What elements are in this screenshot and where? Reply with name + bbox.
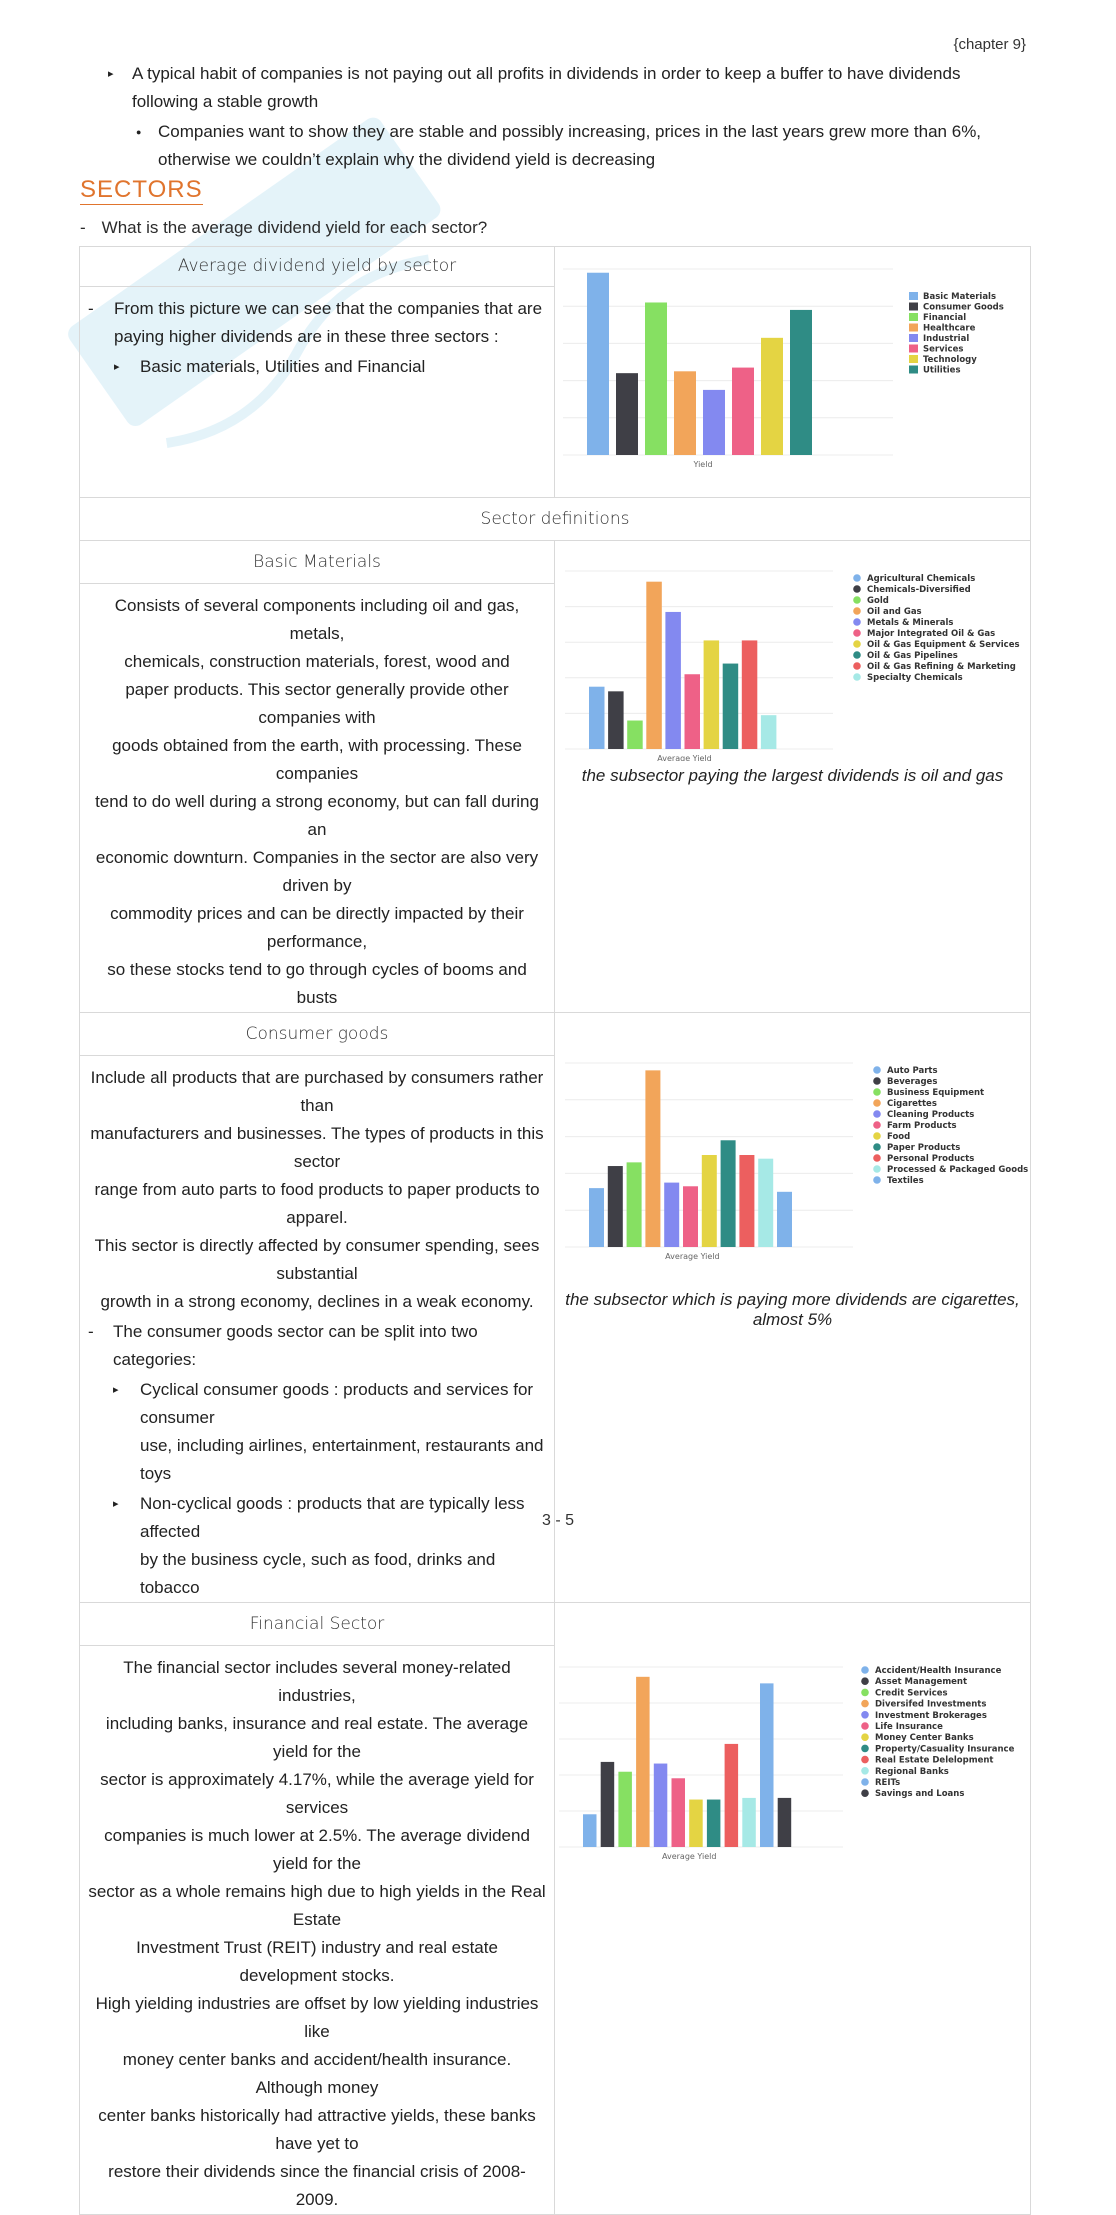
legend-swatch bbox=[853, 629, 861, 637]
chart-bar bbox=[689, 1800, 703, 1847]
legend-label: Major Integrated Oil & Gas bbox=[867, 629, 996, 639]
legend-label: Consumer Goods bbox=[923, 302, 1004, 313]
legend-swatch bbox=[909, 355, 918, 363]
basic-line: Consists of several components including oil and gas, metals, bbox=[114, 596, 520, 643]
legend-swatch bbox=[861, 1767, 869, 1775]
legend-swatch bbox=[873, 1099, 881, 1107]
consumer-caption: the subsector which is paying more dividends are cigarettes, almost 5% bbox=[565, 1290, 1020, 1329]
legend-swatch bbox=[861, 1778, 869, 1786]
x-axis-label: Yield bbox=[693, 460, 713, 469]
chart-bar bbox=[725, 1744, 739, 1847]
legend-label: Beverages bbox=[887, 1077, 938, 1087]
chart-bar bbox=[761, 338, 783, 455]
financial-line: The financial sector includes several money-related industries, bbox=[123, 1658, 511, 1705]
legend-label: Industrial bbox=[923, 334, 970, 344]
legend-swatch bbox=[909, 303, 918, 311]
legend-swatch bbox=[909, 366, 918, 374]
chart-bar bbox=[685, 674, 701, 749]
basic-caption: the subsector paying the largest dividends is oil and gas bbox=[581, 766, 1004, 785]
definitions-cell bbox=[80, 498, 1031, 541]
basic-chart-cell bbox=[555, 541, 1031, 1013]
chart-bar bbox=[703, 390, 725, 455]
basic-line: tend to do well during a strong economy, but can fall during an bbox=[95, 792, 539, 839]
legend-label: Property/Casuality Insurance bbox=[875, 1744, 1015, 1755]
financial-line: sector is approximately 4.17%, while the average yield for services bbox=[100, 1770, 534, 1817]
basic-line: chemicals, construction materials, forest, wood and bbox=[124, 652, 510, 671]
consumer-line: manufacturers and businesses. The types of products in this sector bbox=[90, 1124, 544, 1171]
legend-label: Oil & Gas Equipment & Services bbox=[867, 640, 1020, 650]
chart-bar bbox=[665, 612, 681, 749]
legend-label: Diversifed Investments bbox=[875, 1699, 987, 1710]
legend-label: Cigarettes bbox=[887, 1099, 937, 1109]
chart-bar bbox=[601, 1762, 615, 1847]
chart-bar bbox=[732, 368, 754, 455]
intro-sub-bullet-text: Companies want to show they are stable and possibly increasing, prices in the last years grew more than 6%, otherwise we couldn’t explain why the dividend yield is decreasing bbox=[158, 122, 982, 169]
chart-bar bbox=[618, 1772, 632, 1847]
avg-sub-text: Basic materials, Utilities and Financial bbox=[140, 356, 426, 376]
cyclical-line: use, including airlines, entertainment, restaurants and toys bbox=[140, 1436, 544, 1483]
chart-bar bbox=[723, 664, 739, 749]
legend-label: Real Estate Delelopment bbox=[875, 1755, 994, 1766]
legend-label: Financial bbox=[923, 313, 967, 323]
legend-swatch bbox=[873, 1066, 881, 1074]
consumer-line: growth in a strong economy, declines in a weak economy. bbox=[100, 1292, 534, 1311]
chart-bar bbox=[608, 1166, 623, 1247]
legend-label: Technology bbox=[923, 355, 977, 365]
legend-label: Healthcare bbox=[923, 323, 976, 334]
avg-heading-cell bbox=[80, 247, 555, 287]
legend-label: Processed & Packaged Goods bbox=[887, 1165, 1029, 1175]
financial-line: money center banks and accident/health insurance. Although money bbox=[122, 2050, 512, 2097]
legend-swatch bbox=[909, 324, 918, 332]
chart-bar bbox=[636, 1677, 650, 1847]
legend-label: Food bbox=[887, 1132, 911, 1142]
intro-bullet bbox=[108, 60, 1012, 116]
legend-label: Personal Products bbox=[887, 1154, 975, 1164]
chapter-label: {chapter 9} bbox=[953, 36, 1026, 53]
legend-swatch bbox=[853, 618, 861, 626]
intro-bullet-text: A typical habit of companies is not paying out all profits in dividends in order to keep a buffer to have dividends following a stable growth bbox=[132, 64, 961, 111]
legend-swatch bbox=[853, 585, 861, 593]
chart-bar bbox=[646, 582, 662, 749]
basic-text-cell bbox=[80, 584, 555, 1013]
legend-label: Gold bbox=[867, 596, 889, 606]
legend-swatch bbox=[873, 1077, 881, 1085]
bullet-arrow-icon: ▸ bbox=[113, 1498, 119, 1510]
bullet-arrow-icon: ▸ bbox=[113, 1384, 119, 1396]
legend-swatch bbox=[861, 1745, 869, 1753]
chart-bar bbox=[758, 1159, 773, 1247]
chart-bar bbox=[608, 691, 624, 749]
financial-line: center banks historically had attractive yields, these banks have yet to bbox=[98, 2106, 536, 2153]
legend-label: Chemicals-Diversified bbox=[867, 585, 971, 595]
chart-bar bbox=[777, 1192, 792, 1247]
financial-heading: Financial Sector bbox=[249, 1614, 385, 1634]
legend-swatch bbox=[873, 1143, 881, 1151]
chart-bar bbox=[627, 721, 643, 749]
legend-label: Business Equipment bbox=[887, 1088, 985, 1098]
noncyclical-line: Non-cyclical goods : products that are typically less affected bbox=[140, 1494, 525, 1541]
legend-label: Utilities bbox=[923, 365, 961, 376]
legend-swatch bbox=[861, 1789, 869, 1797]
basic-heading-cell bbox=[80, 541, 555, 584]
legend-label: Asset Management bbox=[875, 1677, 968, 1688]
legend-swatch bbox=[861, 1689, 869, 1697]
chart-bar bbox=[674, 371, 696, 455]
legend-label: Accident/Health Insurance bbox=[875, 1666, 1002, 1676]
financial-line: Investment Trust (REIT) industry and real estate development stocks. bbox=[136, 1938, 498, 1985]
noncyclical-line: by the business cycle, such as food, drinks and tobacco bbox=[140, 1550, 496, 1597]
chart-bar bbox=[742, 640, 758, 749]
avg-heading: Average dividend yield by sector bbox=[177, 256, 457, 276]
basic-line: commodity prices and can be directly impacted by their performance, bbox=[110, 904, 524, 951]
chart-bar bbox=[654, 1764, 668, 1847]
legend-swatch bbox=[909, 345, 918, 353]
avg-chart-cell bbox=[555, 247, 1031, 498]
chart-bar bbox=[683, 1186, 698, 1247]
chart-bar bbox=[589, 1188, 604, 1247]
chart-bar bbox=[778, 1798, 792, 1847]
financial-line: restore their dividends since the financial crisis of 2008-2009. bbox=[108, 2162, 526, 2209]
chart-bar bbox=[589, 687, 605, 749]
legend-label: Money Center Banks bbox=[875, 1733, 974, 1744]
legend-label: Credit Services bbox=[875, 1688, 948, 1699]
basic-line: goods obtained from the earth, with processing. These companies bbox=[112, 736, 522, 783]
legend-label: Cleaning Products bbox=[887, 1110, 975, 1120]
legend-swatch bbox=[853, 607, 861, 615]
legend-label: REITs bbox=[875, 1778, 901, 1788]
legend-label: Oil and Gas bbox=[867, 607, 922, 617]
legend-swatch bbox=[861, 1756, 869, 1764]
legend-label: Oil & Gas Refining & Marketing bbox=[867, 662, 1016, 672]
chart-bar bbox=[790, 310, 812, 455]
legend-swatch bbox=[873, 1165, 881, 1173]
dash-icon: - bbox=[88, 1322, 94, 1341]
avg-yield-chart bbox=[555, 247, 1029, 492]
legend-swatch bbox=[853, 574, 861, 582]
consumer-line: This sector is directly affected by consumer spending, sees substantial bbox=[94, 1236, 540, 1283]
legend-swatch bbox=[861, 1733, 869, 1741]
legend-label: Life Insurance bbox=[875, 1722, 943, 1732]
basic-materials-chart bbox=[555, 541, 1029, 761]
basic-line: economic downturn. Companies in the sector are also very driven by bbox=[95, 848, 539, 895]
consumer-goods-chart bbox=[555, 1055, 1029, 1283]
bullet-arrow-icon: ▸ bbox=[108, 68, 114, 80]
chart-bar bbox=[587, 273, 609, 455]
chart-bar bbox=[704, 640, 720, 749]
legend-label: Paper Products bbox=[887, 1143, 961, 1153]
legend-label: Auto Parts bbox=[887, 1066, 938, 1076]
consumer-split: The consumer goods sector can be split into two categories: bbox=[113, 1322, 478, 1369]
legend-label: Metals & Minerals bbox=[867, 618, 954, 628]
question-text: What is the average dividend yield for each sector? bbox=[101, 218, 488, 237]
legend-swatch bbox=[853, 662, 861, 670]
legend-label: Basic Materials bbox=[923, 292, 997, 302]
legend-swatch bbox=[909, 292, 918, 300]
chart-bar bbox=[645, 302, 667, 455]
x-axis-label: Average Yield bbox=[661, 1852, 717, 1861]
consumer-line: Include all products that are purchased by consumers rather than bbox=[90, 1068, 544, 1115]
definitions-heading: Sector definitions bbox=[480, 509, 630, 529]
chart-bar bbox=[761, 715, 777, 749]
legend-label: Services bbox=[923, 344, 964, 355]
legend-swatch bbox=[873, 1154, 881, 1162]
chart-bar bbox=[707, 1800, 721, 1847]
chart-bar bbox=[760, 1683, 774, 1847]
dash-icon: - bbox=[88, 298, 94, 318]
chart-bar bbox=[616, 373, 638, 455]
legend-label: Agricultural Chemicals bbox=[867, 574, 976, 584]
chart-bar bbox=[645, 1070, 660, 1247]
legend-label: Textiles bbox=[887, 1176, 924, 1186]
chart-bar bbox=[702, 1155, 717, 1247]
legend-swatch bbox=[861, 1722, 869, 1730]
legend-swatch bbox=[861, 1666, 869, 1674]
financial-text bbox=[80, 1646, 554, 2214]
bullet-arrow-icon: ▸ bbox=[114, 360, 120, 373]
financial-text-cell bbox=[80, 1646, 555, 2215]
financial-line: including banks, insurance and real estate. The average yield for the bbox=[105, 1714, 529, 1761]
legend-label: Specialty Chemicals bbox=[867, 673, 963, 683]
legend-swatch bbox=[853, 596, 861, 604]
cyclical-line: Cyclical consumer goods : products and services for consumer bbox=[140, 1380, 534, 1427]
section-question bbox=[80, 218, 487, 238]
legend-swatch bbox=[861, 1711, 869, 1719]
chart-bar bbox=[583, 1814, 597, 1847]
legend-label: Regional Banks bbox=[875, 1766, 949, 1777]
sector-table bbox=[79, 246, 1031, 2215]
legend-swatch bbox=[853, 651, 861, 659]
chart-bar bbox=[627, 1162, 642, 1247]
legend-label: Farm Products bbox=[887, 1121, 957, 1131]
avg-text-cell bbox=[80, 286, 555, 497]
legend-swatch bbox=[873, 1110, 881, 1118]
basic-text bbox=[80, 584, 554, 1012]
financial-chart bbox=[555, 1661, 1029, 1891]
avg-text: From this picture we can see that the companies that are paying higher dividends are in these three sectors : bbox=[114, 298, 543, 346]
legend-label: Oil & Gas Pipelines bbox=[867, 651, 958, 661]
bullet-dot-icon: ● bbox=[136, 127, 142, 137]
financial-line: High yielding industries are offset by low yielding industries like bbox=[95, 1994, 539, 2041]
basic-line: so these stocks tend to go through cycles of booms and busts bbox=[107, 960, 527, 1007]
basic-heading: Basic Materials bbox=[253, 552, 381, 572]
chart-bar bbox=[664, 1183, 679, 1247]
chart-bar bbox=[721, 1140, 736, 1247]
legend-swatch bbox=[861, 1677, 869, 1685]
x-axis-label: Average Yield bbox=[657, 754, 712, 761]
legend-label: Investment Brokerages bbox=[875, 1710, 987, 1721]
legend-swatch bbox=[873, 1121, 881, 1129]
consumer-heading-cell bbox=[80, 1013, 555, 1056]
legend-label: Savings and Loans bbox=[875, 1789, 965, 1800]
legend-swatch bbox=[909, 313, 918, 321]
financial-chart-cell bbox=[555, 1603, 1031, 2215]
legend-swatch bbox=[873, 1132, 881, 1140]
legend-swatch bbox=[861, 1700, 869, 1708]
chart-bar bbox=[739, 1155, 754, 1247]
legend-swatch bbox=[873, 1088, 881, 1096]
legend-swatch bbox=[909, 334, 918, 342]
section-title: SECTORS bbox=[80, 176, 203, 203]
consumer-text bbox=[80, 1056, 554, 1316]
financial-line: sector as a whole remains high due to high yields in the Real Estate bbox=[88, 1882, 546, 1929]
legend-swatch bbox=[853, 640, 861, 648]
dash-icon: - bbox=[80, 218, 86, 237]
basic-line: paper products. This sector generally provide other companies with bbox=[125, 680, 509, 727]
financial-heading-cell bbox=[80, 1603, 555, 1646]
chart-bar bbox=[742, 1798, 756, 1847]
page-number: 3 - 5 bbox=[541, 1512, 574, 1529]
intro-sub-bullet bbox=[136, 118, 1028, 174]
chart-bar bbox=[672, 1778, 686, 1847]
consumer-line: range from auto parts to food products to paper products to apparel. bbox=[94, 1180, 540, 1227]
consumer-heading: Consumer goods bbox=[245, 1024, 389, 1044]
legend-swatch bbox=[853, 673, 861, 681]
legend-swatch bbox=[873, 1176, 881, 1184]
x-axis-label: Average Yield bbox=[665, 1252, 720, 1261]
financial-line: companies is much lower at 2.5%. The average dividend yield for the bbox=[104, 1826, 530, 1873]
